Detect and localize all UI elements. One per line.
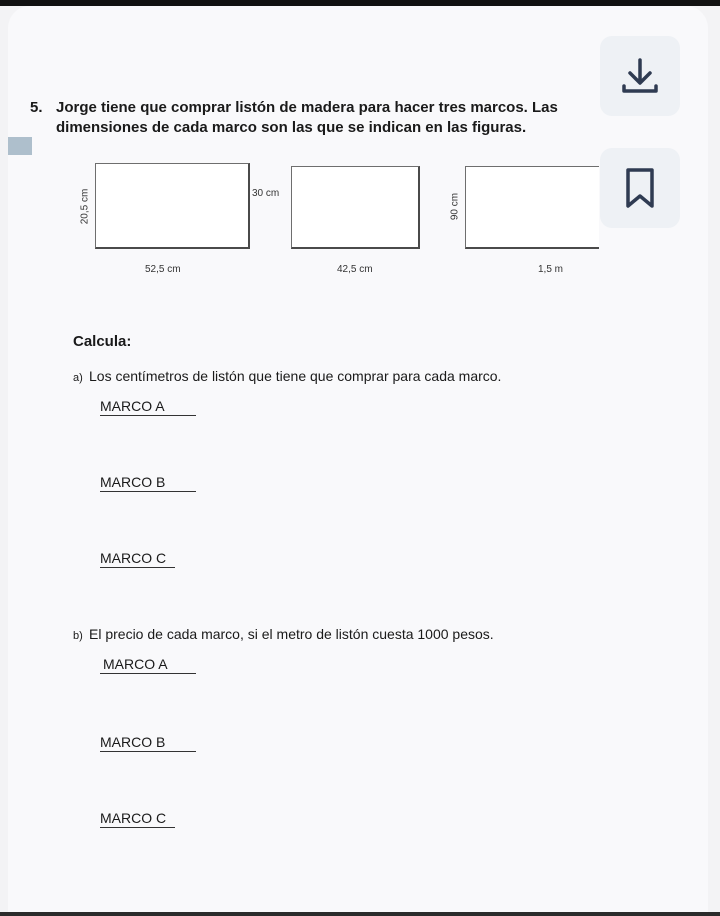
part-b-answer-marco-b[interactable]: MARCO B: [100, 734, 196, 752]
download-icon: [616, 52, 664, 100]
part-a-answer-marco-a[interactable]: MARCO A: [100, 398, 196, 416]
bookmark-button[interactable]: [600, 148, 680, 228]
frame-a-figure: [95, 163, 250, 249]
frame-b-figure: [291, 166, 420, 249]
question-title: [30, 98, 610, 138]
frame-a-width-label: 52,5 cm: [145, 264, 181, 275]
part-b-letter: b): [73, 630, 83, 642]
part-b-text: [73, 626, 494, 642]
part-a-question: Los centímetros de listón que tiene que comprar para cada marco.: [89, 368, 502, 384]
part-a-answer-marco-c[interactable]: MARCO C: [100, 550, 175, 568]
frame-a-height-label: 20,5 cm: [79, 188, 91, 225]
part-a-answer-marco-b[interactable]: MARCO B: [100, 474, 196, 492]
question-line-2: dimensiones de cada marco son las que se indican en las figuras.: [56, 119, 527, 136]
part-b-answer-marco-c[interactable]: MARCO C: [100, 810, 175, 828]
frame-a-depth-label: 30 cm: [252, 188, 280, 199]
download-button[interactable]: [600, 36, 680, 116]
part-b-question: El precio de cada marco, si el metro de listón cuesta 1000 pesos.: [89, 626, 494, 642]
calcula-heading: Calcula:: [73, 333, 132, 350]
document-page: [8, 6, 708, 912]
frame-c-width-label: 1,5 m: [538, 264, 564, 275]
question-number: 5.: [30, 99, 43, 116]
bottom-edge: [0, 912, 720, 916]
part-b-answer-marco-a[interactable]: MARCO A: [100, 656, 196, 674]
side-scroll-marker: [8, 137, 32, 155]
frame-c-figure: [465, 166, 599, 249]
question-line-1: Jorge tiene que comprar listón de madera para hacer tres marcos. Las: [56, 99, 558, 116]
frame-b-width-label: 42,5 cm: [337, 264, 373, 275]
part-a-text: [73, 368, 501, 384]
frame-c-height-label: 90 cm: [449, 192, 461, 221]
bookmark-icon: [616, 164, 664, 212]
part-a-letter: a): [73, 372, 83, 384]
